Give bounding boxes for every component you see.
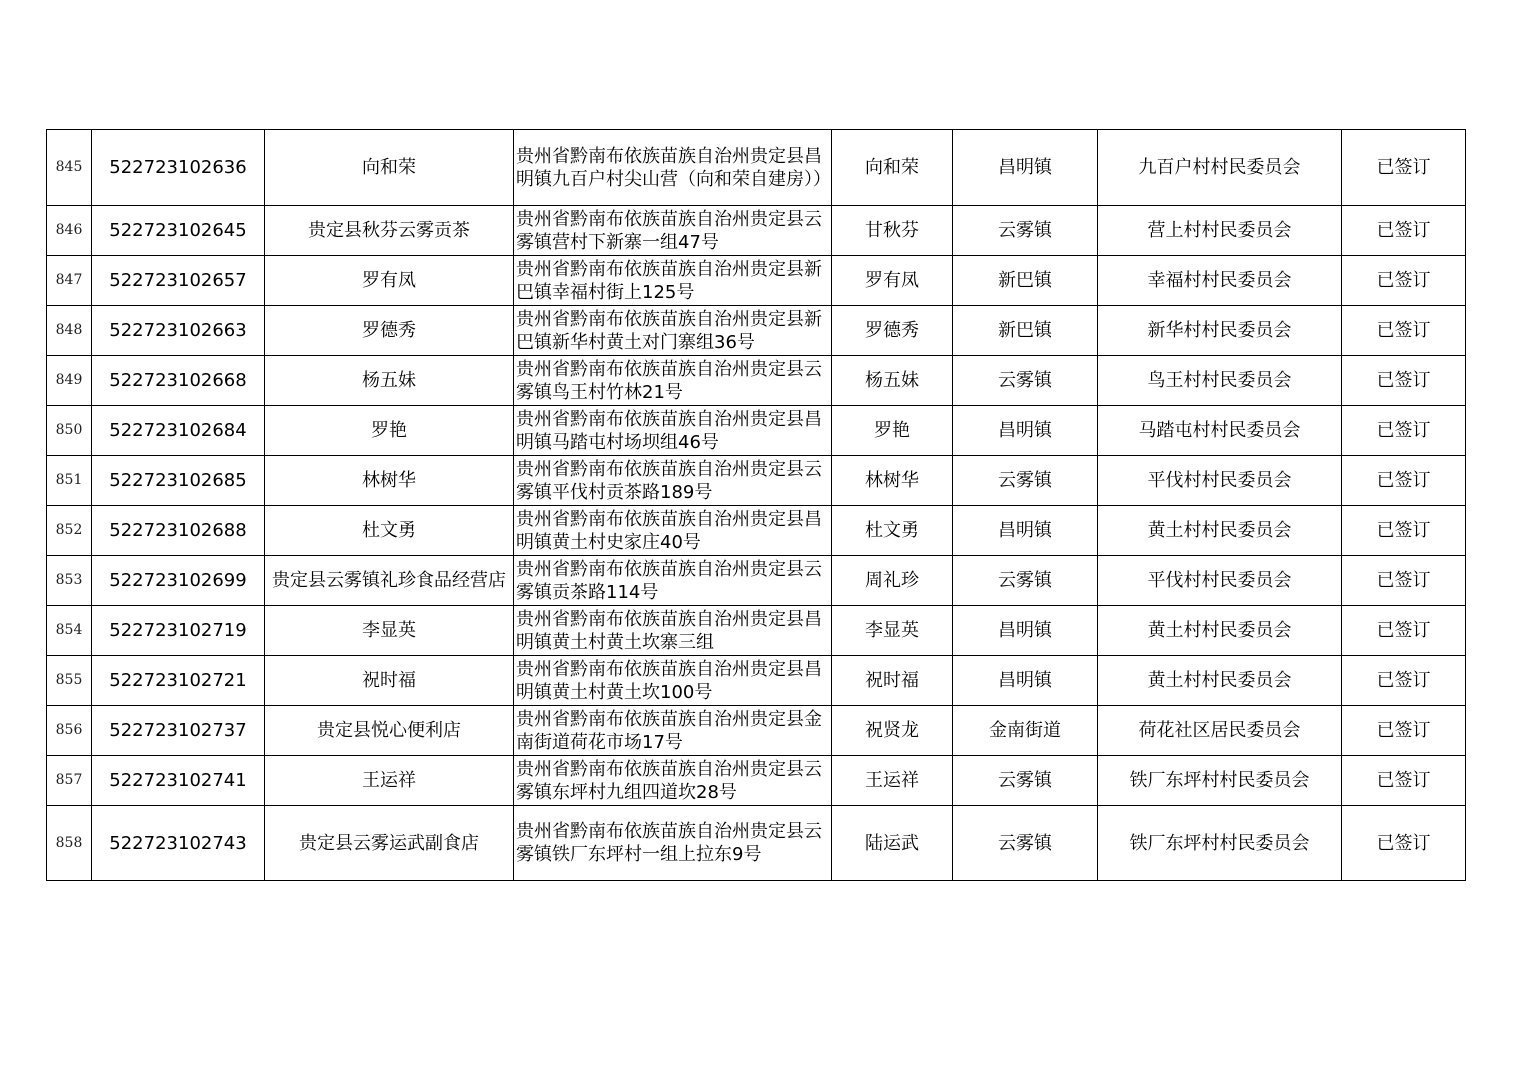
business-name: 杜文勇 (265, 506, 514, 556)
table-row (47, 256, 1466, 306)
business-address: 贵州省黔南布依族苗族自治州贵定县昌明镇黄土村黄土坎寨三组 (514, 606, 832, 656)
license-number: 522723102721 (92, 656, 265, 706)
license-number: 522723102663 (92, 306, 265, 356)
row-number: 851 (47, 456, 92, 506)
committee: 黄土村村民委员会 (1098, 656, 1342, 706)
committee: 平伐村村民委员会 (1098, 556, 1342, 606)
table-row (47, 806, 1466, 881)
status: 已签订 (1342, 456, 1466, 506)
status: 已签订 (1342, 606, 1466, 656)
table-row (47, 356, 1466, 406)
row-number: 854 (47, 606, 92, 656)
table-row (47, 456, 1466, 506)
operator-name: 王运祥 (832, 756, 953, 806)
business-name: 王运祥 (265, 756, 514, 806)
license-number: 522723102743 (92, 806, 265, 881)
business-address: 贵州省黔南布依族苗族自治州贵定县金南街道荷花市场17号 (514, 706, 832, 756)
license-number: 522723102668 (92, 356, 265, 406)
town: 云雾镇 (953, 356, 1098, 406)
operator-name: 林树华 (832, 456, 953, 506)
row-number: 853 (47, 556, 92, 606)
business-address: 贵州省黔南布依族苗族自治州贵定县新巴镇幸福村街上125号 (514, 256, 832, 306)
committee: 铁厂东坪村村民委员会 (1098, 756, 1342, 806)
table-body (47, 130, 1466, 881)
business-name: 林树华 (265, 456, 514, 506)
table-row (47, 130, 1466, 206)
committee: 荷花社区居民委员会 (1098, 706, 1342, 756)
row-number: 852 (47, 506, 92, 556)
table-row (47, 706, 1466, 756)
town: 云雾镇 (953, 756, 1098, 806)
town: 昌明镇 (953, 656, 1098, 706)
license-number: 522723102645 (92, 206, 265, 256)
operator-name: 向和荣 (832, 130, 953, 206)
business-address: 贵州省黔南布依族苗族自治州贵定县云雾镇铁厂东坪村一组上拉东9号 (514, 806, 832, 881)
business-name: 罗德秀 (265, 306, 514, 356)
operator-name: 李显英 (832, 606, 953, 656)
license-table (46, 129, 1466, 881)
business-address: 贵州省黔南布依族苗族自治州贵定县云雾镇平伐村贡茶路189号 (514, 456, 832, 506)
operator-name: 周礼珍 (832, 556, 953, 606)
operator-name: 祝时福 (832, 656, 953, 706)
town: 云雾镇 (953, 206, 1098, 256)
license-number: 522723102741 (92, 756, 265, 806)
status: 已签订 (1342, 256, 1466, 306)
business-name: 贵定县悦心便利店 (265, 706, 514, 756)
row-number: 856 (47, 706, 92, 756)
license-number: 522723102688 (92, 506, 265, 556)
table-row (47, 556, 1466, 606)
row-number: 850 (47, 406, 92, 456)
committee: 幸福村村民委员会 (1098, 256, 1342, 306)
committee: 铁厂东坪村村民委员会 (1098, 806, 1342, 881)
status: 已签订 (1342, 206, 1466, 256)
status: 已签订 (1342, 356, 1466, 406)
row-number: 857 (47, 756, 92, 806)
business-name: 杨五妹 (265, 356, 514, 406)
row-number: 846 (47, 206, 92, 256)
row-number: 858 (47, 806, 92, 881)
business-name: 贵定县秋芬云雾贡茶 (265, 206, 514, 256)
status: 已签订 (1342, 506, 1466, 556)
operator-name: 陆运武 (832, 806, 953, 881)
town: 昌明镇 (953, 406, 1098, 456)
committee: 鸟王村村民委员会 (1098, 356, 1342, 406)
business-name: 罗艳 (265, 406, 514, 456)
status: 已签订 (1342, 706, 1466, 756)
operator-name: 罗德秀 (832, 306, 953, 356)
business-name: 李显英 (265, 606, 514, 656)
status: 已签订 (1342, 306, 1466, 356)
business-address: 贵州省黔南布依族苗族自治州贵定县云雾镇东坪村九组四道坎28号 (514, 756, 832, 806)
license-number: 522723102699 (92, 556, 265, 606)
business-address: 贵州省黔南布依族苗族自治州贵定县新巴镇新华村黄土对门寨组36号 (514, 306, 832, 356)
table-row (47, 206, 1466, 256)
business-address: 贵州省黔南布依族苗族自治州贵定县云雾镇营村下新寨一组47号 (514, 206, 832, 256)
status: 已签订 (1342, 656, 1466, 706)
business-address: 贵州省黔南布依族苗族自治州贵定县昌明镇马踏屯村场坝组46号 (514, 406, 832, 456)
business-name: 罗有凤 (265, 256, 514, 306)
license-number: 522723102685 (92, 456, 265, 506)
table-row (47, 506, 1466, 556)
table-row (47, 756, 1466, 806)
committee: 马踏屯村村民委员会 (1098, 406, 1342, 456)
business-name: 祝时福 (265, 656, 514, 706)
license-number: 522723102636 (92, 130, 265, 206)
town: 昌明镇 (953, 506, 1098, 556)
table-row (47, 306, 1466, 356)
town: 新巴镇 (953, 306, 1098, 356)
committee: 新华村村民委员会 (1098, 306, 1342, 356)
business-address: 贵州省黔南布依族苗族自治州贵定县云雾镇贡茶路114号 (514, 556, 832, 606)
business-address: 贵州省黔南布依族苗族自治州贵定县云雾镇鸟王村竹林21号 (514, 356, 832, 406)
license-number: 522723102657 (92, 256, 265, 306)
operator-name: 罗有凤 (832, 256, 953, 306)
operator-name: 杨五妹 (832, 356, 953, 406)
status: 已签订 (1342, 806, 1466, 881)
license-number: 522723102719 (92, 606, 265, 656)
committee: 黄土村村民委员会 (1098, 506, 1342, 556)
committee: 营上村村民委员会 (1098, 206, 1342, 256)
town: 云雾镇 (953, 456, 1098, 506)
committee: 九百户村村民委员会 (1098, 130, 1342, 206)
town: 昌明镇 (953, 606, 1098, 656)
table-row (47, 406, 1466, 456)
table-row (47, 606, 1466, 656)
town: 云雾镇 (953, 556, 1098, 606)
business-name: 贵定县云雾镇礼珍食品经营店 (265, 556, 514, 606)
operator-name: 罗艳 (832, 406, 953, 456)
town: 新巴镇 (953, 256, 1098, 306)
business-name: 贵定县云雾运武副食店 (265, 806, 514, 881)
town: 昌明镇 (953, 130, 1098, 206)
row-number: 848 (47, 306, 92, 356)
status: 已签订 (1342, 556, 1466, 606)
town: 云雾镇 (953, 806, 1098, 881)
row-number: 845 (47, 130, 92, 206)
town: 金南街道 (953, 706, 1098, 756)
row-number: 847 (47, 256, 92, 306)
operator-name: 甘秋芬 (832, 206, 953, 256)
status: 已签订 (1342, 130, 1466, 206)
status: 已签订 (1342, 756, 1466, 806)
committee: 平伐村村民委员会 (1098, 456, 1342, 506)
license-number: 522723102684 (92, 406, 265, 456)
row-number: 855 (47, 656, 92, 706)
license-number: 522723102737 (92, 706, 265, 756)
status: 已签订 (1342, 406, 1466, 456)
committee: 黄土村村民委员会 (1098, 606, 1342, 656)
operator-name: 杜文勇 (832, 506, 953, 556)
table-row (47, 656, 1466, 706)
operator-name: 祝贤龙 (832, 706, 953, 756)
business-address: 贵州省黔南布依族苗族自治州贵定县昌明镇黄土村史家庄40号 (514, 506, 832, 556)
business-address: 贵州省黔南布依族苗族自治州贵定县昌明镇黄土村黄土坎100号 (514, 656, 832, 706)
business-name: 向和荣 (265, 130, 514, 206)
row-number: 849 (47, 356, 92, 406)
business-address: 贵州省黔南布依族苗族自治州贵定县昌明镇九百户村尖山营（向和荣自建房）） (514, 130, 832, 206)
